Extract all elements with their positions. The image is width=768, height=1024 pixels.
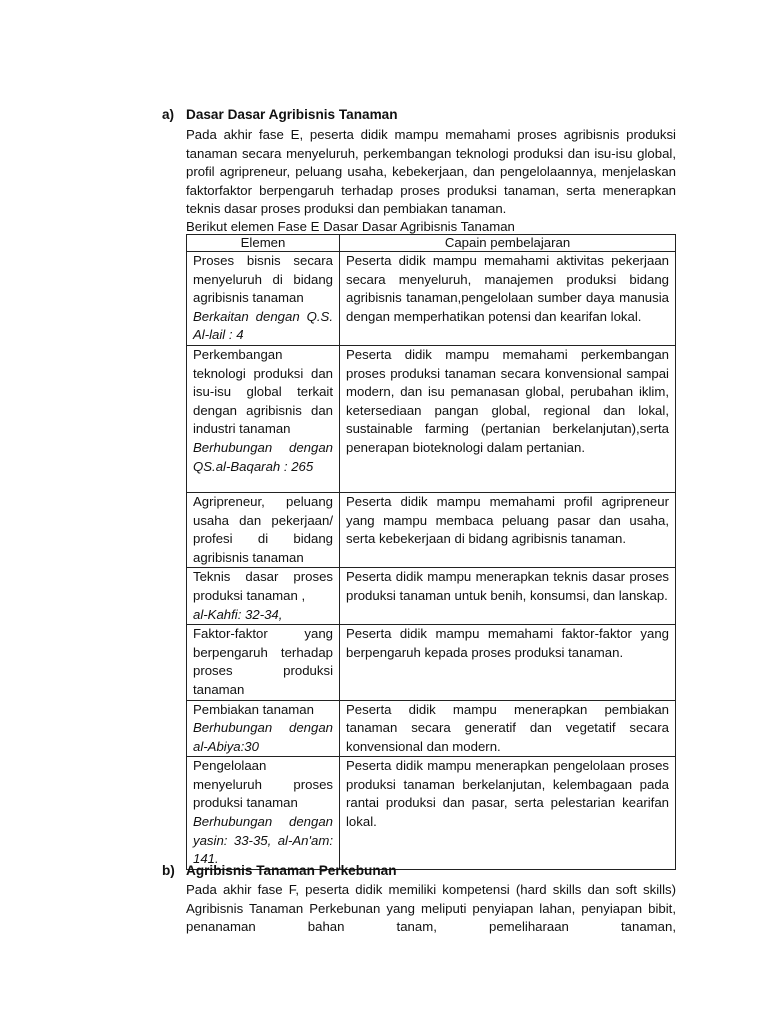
elemen-text: Faktor-faktor yang berpengaruh terhadap proses produksi tanaman: [193, 626, 333, 697]
section-a: [162, 106, 676, 235]
elemen-text: Agripreneur, peluang usaha dan pekerjaan/ profesi di bidang agribisnis tanaman: [193, 493, 333, 565]
elemen-note: Berhubungan dengan al-Abiya:30: [193, 720, 333, 754]
elemen-table: [186, 234, 676, 870]
elemen-note: al-Kahfi: 32-34,: [193, 606, 283, 622]
elemen-text: Proses bisnis secara menyeluruh di bidang agribisnis tanaman: [193, 253, 333, 306]
elemen-text: Perkembangan teknologi produksi dan isu-isu global terkait dengan agribisnis dan industri tanaman: [193, 346, 333, 437]
table-row: [187, 625, 676, 700]
section-b-title: Agribisnis Tanaman Perkebunan: [186, 863, 397, 878]
elemen-cell: [187, 345, 340, 492]
table-row: [187, 568, 676, 625]
section-b-marker: b): [162, 863, 175, 878]
header-capaian: Capain pembelajaran: [340, 235, 676, 252]
capaian-cell: Peserta didik mampu memahami faktor-faktor yang berpengaruh kepada proses produksi tanaman.: [340, 625, 676, 700]
elemen-cell: [187, 252, 340, 346]
capaian-cell: Peserta didik mampu memahami perkembangan proses produksi tanaman secara konvensional sampai modern, dan isu pemanasan global, perubahan iklim, ketersediaan pangan global, regional dan lokal, sustainable farming (pertanian berkelanjutan),serta penerapan bioteknologi dalam pertanian.: [340, 345, 676, 492]
capaian-cell: Peserta didik mampu memahami profil agripreneur yang mampu membaca peluang pasar dan usaha, serta kebekerjaan di bidang agribisnis tanaman.: [340, 492, 676, 567]
section-b-heading: [162, 862, 676, 880]
section-a-title: Dasar Dasar Agribisnis Tanaman: [186, 107, 398, 122]
elemen-text: Pembiakan tanaman: [193, 701, 314, 717]
table-row: [187, 700, 676, 757]
table-row: [187, 345, 676, 492]
table-caption: Berikut elemen Fase E Dasar Dasar Agribisnis Tanaman: [186, 218, 515, 234]
capaian-cell: Peserta didik mampu memahami aktivitas pekerjaan secara menyeluruh, manajemen produksi bidang agribisnis tanaman,pengelolaan sumber daya manusia dengan memperhatikan potensi dan kearifan lokal.: [340, 252, 676, 346]
capaian-cell: Peserta didik mampu menerapkan pengelolaan proses produksi tanaman berkelanjutan, kelembagaan pada rantai produksi dan pasar, serta pelestarian kearifan lokal.: [340, 757, 676, 870]
elemen-cell: [187, 757, 340, 870]
elemen-cell: [187, 492, 340, 567]
elemen-cell: [187, 568, 340, 625]
elemen-text: Teknis dasar proses produksi tanaman ,: [193, 569, 333, 603]
elemen-cell: [187, 625, 340, 700]
section-a-paragraph: Pada akhir fase E, peserta didik mampu memahami proses agribisnis produksi tanaman secara menyeluruh, perkembangan teknologi produksi dan isu-isu global, profil agripreneur, peluang usaha, kebekerjaan, dan pengelolaannya, menjelaskan faktorfaktor berpengaruh terhadap proses produksi tanaman, serta menerapkan teknis dasar proses produksi dan pembiakan tanaman.: [186, 127, 676, 217]
elemen-cell: [187, 700, 340, 757]
section-a-heading: [162, 106, 676, 124]
table-row: [187, 252, 676, 346]
table-row: [187, 757, 676, 870]
table-row: [187, 492, 676, 567]
section-b-paragraph: Pada akhir fase F, peserta didik memiliki kompetensi (hard skills dan soft skills) Agribisnis Tanaman Perkebunan yang meliputi penyiapan lahan, penyiapan bibit, penanaman bahan tanam, pemeliharaan tanaman,: [186, 882, 676, 935]
section-b: [162, 862, 676, 937]
elemen-text: Pengelolaan menyeluruh proses produksi tanaman: [193, 758, 333, 811]
elemen-note: Berkaitan dengan Q.S. Al-lail : 4: [193, 308, 333, 343]
elemen-note: Berhubungan dengan yasin: 33-35, al-An'am: 141.: [193, 814, 333, 867]
header-elemen: Elemen: [187, 235, 340, 252]
elemen-note: Berhubungan dengan QS.al-Baqarah : 265: [193, 439, 333, 474]
capaian-cell: Peserta didik mampu menerapkan pembiakan tanaman secara generatif dan vegetatif secara konvensional dan modern.: [340, 700, 676, 757]
section-a-marker: a): [162, 107, 175, 122]
capaian-cell: Peserta didik mampu menerapkan teknis dasar proses produksi tanaman untuk benih, konsumsi, dan lanskap.: [340, 568, 676, 625]
table-header-row: [187, 235, 676, 252]
